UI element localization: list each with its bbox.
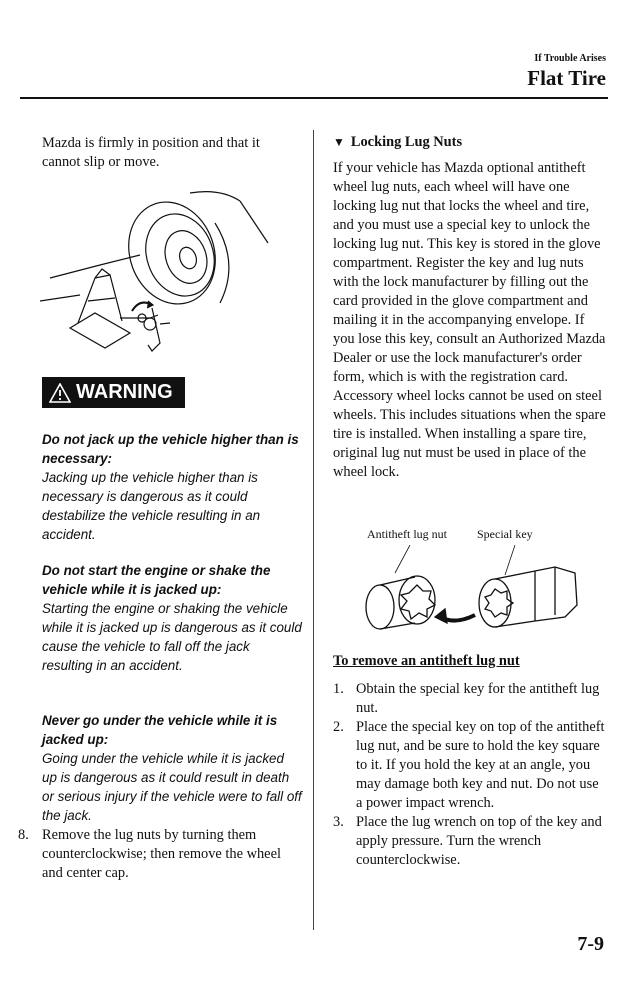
step-text: Obtain the special key for the antitheft lug nut.: [356, 681, 600, 716]
right-column: [333, 134, 608, 482]
column-divider: [313, 130, 314, 930]
figure-label-key: Special key: [477, 527, 533, 541]
step-text: Place the lug wrench on top of the key and apply pressure. Turn the wrench counterclockwise.: [356, 814, 602, 868]
paragraph: If your vehicle has Mazda optional antitheft wheel lug nuts, each wheel will have one locking lug nut that locks the wheel and tire, and you must use a special key to unlock the locking lug nut. This key is stored in the glove compartment. Register the key and lug nuts with the lock manufacturer by filling out the card provided in the glove compartment and mailing it in the accompanying envelope. If you lose this key, consult an Authorized Mazda Dealer or use the lock manufacturer's order form, which is with the registration card.: [333, 160, 606, 385]
step-text: Remove the lug nuts by turning them counterclockwise; then remove the wheel and center cap.: [42, 827, 281, 881]
warning-heading: Do not start the engine or shake the vehicle while it is jacked up:: [42, 563, 271, 597]
warning-item: [42, 430, 302, 544]
left-column: [42, 134, 300, 172]
page-number: 7-9: [577, 933, 604, 955]
warning-heading: Never go under the vehicle while it is jacked up:: [42, 713, 278, 747]
step-item: [333, 718, 608, 813]
jack-illustration: [40, 183, 280, 373]
warning-heading: Do not jack up the vehicle higher than is necessary:: [42, 432, 299, 466]
intro-text: Mazda is firmly in position and that it cannot slip or move.: [42, 135, 260, 170]
step-number: 1.: [333, 681, 344, 697]
step-number: 8.: [18, 827, 29, 843]
header-rule: [20, 97, 608, 99]
figure-label-nut: Antitheft lug nut: [367, 527, 447, 541]
step-text: Place the special key on top of the antitheft lug nut, and be sure to hold the key square to it. If you hold the key at an angle, you may damage both key and nut. Do not use a power impact wrench.: [356, 719, 605, 811]
section-label: If Trouble Arises: [534, 53, 606, 64]
paragraph: Accessory wheel locks cannot be used on steel wheels. This includes situations when the spare tire is installed. When installing a spare tire, original lug nut must be used in place of the wheel lock.: [333, 388, 606, 480]
lug-nut-key-illustration: [355, 545, 585, 640]
subsection-heading: [333, 134, 608, 151]
warning-body: Jacking up the vehicle higher than is necessary is dangerous as it could destabilize the vehicle resulting in an accident.: [42, 470, 261, 542]
remove-heading: To remove an antitheft lug nut: [333, 653, 520, 669]
subsection-title: Locking Lug Nuts: [350, 134, 463, 150]
page-title: Flat Tire: [527, 66, 606, 90]
step-number: 2.: [333, 719, 344, 735]
warning-item: [42, 711, 302, 825]
triangle-bullet-icon: ▼: [333, 135, 345, 149]
warning-item: [42, 561, 302, 675]
step-number: 3.: [333, 814, 344, 830]
step-item: [333, 680, 608, 718]
step-item: [333, 813, 608, 870]
warning-body: Going under the vehicle while it is jacked up is dangerous as it could result in death or serious injury if the vehicle were to fall off the jack.: [42, 751, 302, 823]
warning-label: WARNING: [76, 381, 173, 403]
warning-body: Starting the engine or shaking the vehicle while it is jacked up is dangerous as it could cause the vehicle to fall off the jack resulting in an accident.: [42, 601, 302, 673]
warning-badge: [42, 377, 185, 408]
warning-triangle-icon: [49, 383, 71, 403]
steps-list: [333, 680, 608, 870]
